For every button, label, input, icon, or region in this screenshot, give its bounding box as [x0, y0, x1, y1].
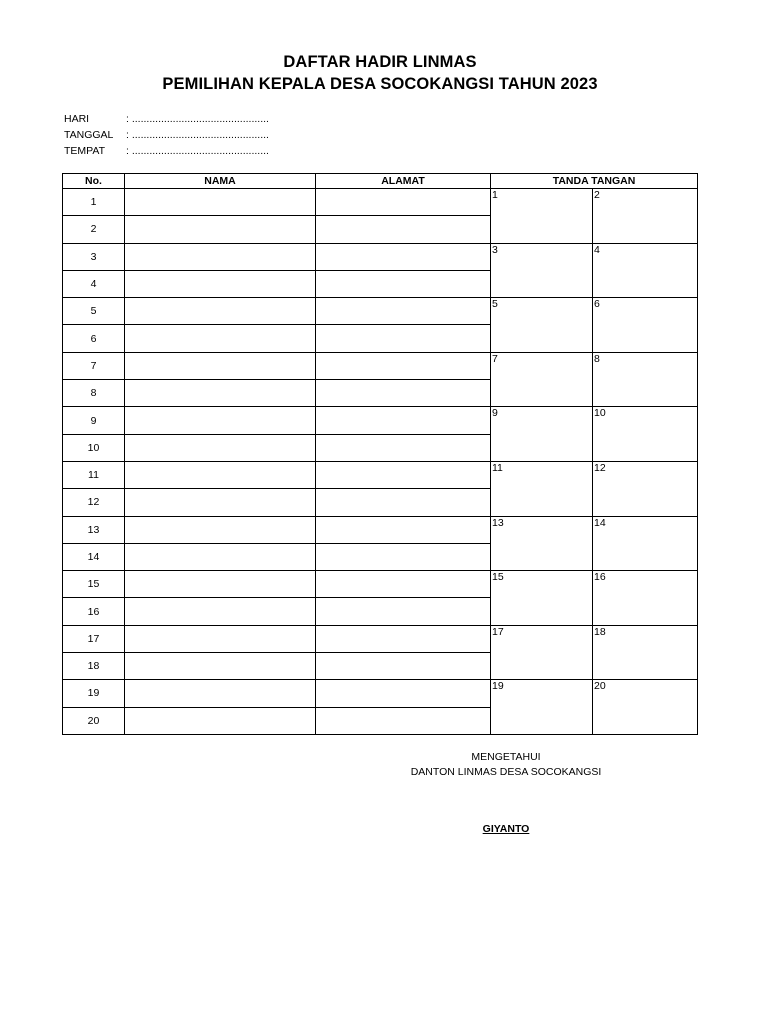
alamat-cell[interactable]	[316, 707, 491, 734]
nama-cell[interactable]	[125, 598, 316, 625]
signature-number: 5	[492, 298, 498, 311]
header-tanda-tangan: TANDA TANGAN	[491, 174, 698, 189]
signature-number: 20	[594, 680, 606, 693]
row-number: 12	[63, 489, 125, 516]
nama-cell[interactable]	[125, 407, 316, 434]
signature-cell[interactable]	[593, 243, 698, 298]
signature-cell[interactable]	[593, 189, 698, 244]
alamat-cell[interactable]	[316, 461, 491, 488]
alamat-cell[interactable]	[316, 380, 491, 407]
nama-cell[interactable]	[125, 352, 316, 379]
alamat-cell[interactable]	[316, 298, 491, 325]
nama-cell[interactable]	[125, 298, 316, 325]
alamat-cell[interactable]	[316, 571, 491, 598]
alamat-cell[interactable]	[316, 516, 491, 543]
table-row	[63, 352, 698, 379]
row-number: 3	[63, 243, 125, 270]
header-no: No.	[63, 174, 125, 189]
signature-number: 13	[492, 516, 504, 529]
alamat-cell[interactable]	[316, 270, 491, 297]
signature-cell[interactable]	[593, 352, 698, 407]
signature-cell[interactable]	[491, 189, 593, 244]
signature-cell[interactable]	[593, 298, 698, 353]
signature-number: 9	[492, 407, 498, 420]
row-number: 17	[63, 625, 125, 652]
table-row	[63, 407, 698, 434]
row-number: 10	[63, 434, 125, 461]
footer-mengetahui: MENGETAHUI	[471, 751, 541, 763]
alamat-cell[interactable]	[316, 598, 491, 625]
nama-cell[interactable]	[125, 380, 316, 407]
signature-number: 14	[594, 516, 606, 529]
document-subtitle: PEMILIHAN KEPALA DESA SOCOKANGSI TAHUN 2023	[162, 75, 598, 93]
row-number: 20	[63, 707, 125, 734]
table-row	[63, 571, 698, 598]
header-nama: NAMA	[125, 174, 316, 189]
hari-label: HARI	[64, 113, 90, 125]
table-row	[63, 298, 698, 325]
signature-number: 16	[594, 571, 606, 584]
row-number: 15	[63, 571, 125, 598]
signature-number: 4	[594, 243, 600, 256]
signature-number: 7	[492, 352, 498, 365]
tempat-label: TEMPAT	[64, 145, 106, 157]
alamat-cell[interactable]	[316, 489, 491, 516]
signature-cell[interactable]	[491, 407, 593, 462]
alamat-cell[interactable]	[316, 216, 491, 243]
nama-cell[interactable]	[125, 216, 316, 243]
nama-cell[interactable]	[125, 680, 316, 707]
info-hari	[64, 111, 269, 127]
signature-number: 6	[594, 298, 600, 311]
alamat-cell[interactable]	[316, 625, 491, 652]
alamat-cell[interactable]	[316, 680, 491, 707]
signer-name: GIYANTO	[482, 823, 530, 835]
row-number: 4	[63, 270, 125, 297]
signature-cell[interactable]	[593, 680, 698, 735]
alamat-cell[interactable]	[316, 407, 491, 434]
nama-cell[interactable]	[125, 434, 316, 461]
signature-cell[interactable]	[491, 461, 593, 516]
nama-cell[interactable]	[125, 325, 316, 352]
row-number: 19	[63, 680, 125, 707]
table-row	[63, 680, 698, 707]
row-number: 6	[63, 325, 125, 352]
tempat-fill: : ...............................................	[126, 145, 269, 157]
nama-cell[interactable]	[125, 625, 316, 652]
signature-number: 3	[492, 243, 498, 256]
attendance-table	[62, 173, 698, 735]
info-tanggal	[64, 127, 269, 143]
alamat-cell[interactable]	[316, 543, 491, 570]
signature-cell[interactable]	[491, 680, 593, 735]
signature-number: 2	[594, 189, 600, 201]
row-number: 5	[63, 298, 125, 325]
tanggal-fill: : ...............................................	[126, 129, 269, 141]
header-alamat: ALAMAT	[316, 174, 491, 189]
alamat-cell[interactable]	[316, 189, 491, 216]
signature-number: 1	[492, 189, 498, 201]
signature-cell[interactable]	[593, 516, 698, 571]
table-row	[63, 243, 698, 270]
signature-cell[interactable]	[593, 461, 698, 516]
nama-cell[interactable]	[125, 707, 316, 734]
signature-number: 12	[594, 461, 606, 474]
table-row	[63, 625, 698, 652]
signature-number: 10	[594, 407, 606, 420]
hari-fill: : ...............................................	[126, 113, 269, 125]
alamat-cell[interactable]	[316, 243, 491, 270]
nama-cell[interactable]	[125, 189, 316, 216]
document-title: DAFTAR HADIR LINMAS	[283, 53, 477, 71]
row-number: 9	[63, 407, 125, 434]
signature-number: 8	[594, 352, 600, 365]
row-number: 18	[63, 653, 125, 680]
signature-cell[interactable]	[593, 571, 698, 626]
signature-cell[interactable]	[593, 407, 698, 462]
nama-cell[interactable]	[125, 243, 316, 270]
table-row	[63, 516, 698, 543]
alamat-cell[interactable]	[316, 434, 491, 461]
nama-cell[interactable]	[125, 461, 316, 488]
row-number: 13	[63, 516, 125, 543]
row-number: 8	[63, 380, 125, 407]
row-number: 16	[63, 598, 125, 625]
alamat-cell[interactable]	[316, 352, 491, 379]
nama-cell[interactable]	[125, 270, 316, 297]
nama-cell[interactable]	[125, 571, 316, 598]
nama-cell[interactable]	[125, 543, 316, 570]
signature-number: 17	[492, 625, 504, 638]
signature-number: 19	[492, 680, 504, 693]
row-number: 2	[63, 216, 125, 243]
signature-cell[interactable]	[491, 571, 593, 626]
nama-cell[interactable]	[125, 516, 316, 543]
row-number: 7	[63, 352, 125, 379]
signature-cell[interactable]	[491, 298, 593, 353]
table-row	[63, 189, 698, 216]
signature-number: 11	[492, 461, 503, 474]
row-number: 1	[63, 189, 125, 216]
table-row	[63, 461, 698, 488]
alamat-cell[interactable]	[316, 325, 491, 352]
signature-number: 18	[594, 625, 606, 638]
signature-cell[interactable]	[491, 243, 593, 298]
table-body	[63, 189, 698, 735]
signature-cell[interactable]	[491, 352, 593, 407]
row-number: 11	[63, 461, 125, 488]
signature-cell[interactable]	[491, 625, 593, 680]
nama-cell[interactable]	[125, 489, 316, 516]
table-header-row	[63, 174, 698, 189]
signature-cell[interactable]	[593, 625, 698, 680]
signature-cell[interactable]	[491, 516, 593, 571]
signature-number: 15	[492, 571, 504, 584]
alamat-cell[interactable]	[316, 653, 491, 680]
footer-danton: DANTON LINMAS DESA SOCOKANGSI	[410, 766, 602, 778]
row-number: 14	[63, 543, 125, 570]
nama-cell[interactable]	[125, 653, 316, 680]
tanggal-label: TANGGAL	[64, 129, 114, 141]
info-tempat	[64, 143, 269, 159]
